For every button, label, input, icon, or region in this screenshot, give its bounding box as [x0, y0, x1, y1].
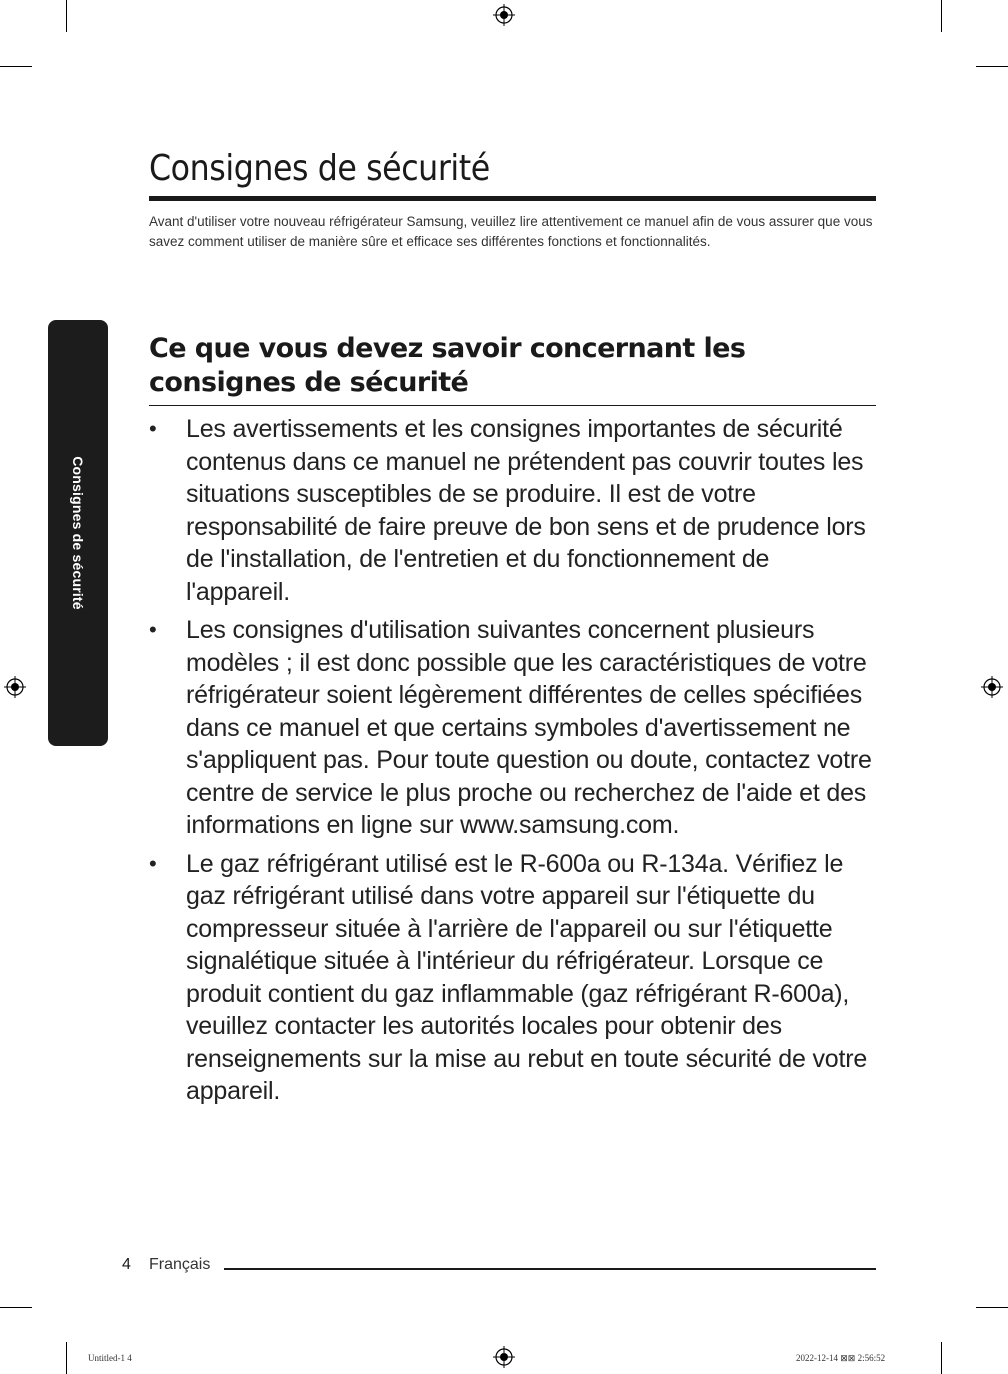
footer-divider: [224, 1268, 876, 1270]
registration-mark-icon: [493, 4, 515, 26]
list-item: • Le gaz réfrigérant utilisé est le R-600a ou R-134a. Vérifiez le gaz réfrigérant utilisé dans votre appareil sur l'étiquette du compresseur située à l'arrière de l'appareil ou sur l'étiquette signalétique située à l'intérieur du réfrigérateur. Lorsque ce produit contient du gaz inflammable (gaz réfrigérant R-600a), veuillez contacter les autorités locales pour obtenir des renseignements sur la mise au rebut en toute sécurité de votre appareil.: [149, 848, 879, 1108]
list-item: • Les consignes d'utilisation suivantes concernent plusieurs modèles ; il est donc possible que les caractéristiques de votre réfrigérateur soient légèrement différentes de celles spécifiées dans ce manuel et que certains symboles d'avertissement ne s'appliquent pas. Pour toute question ou doute, contactez votre centre de service le plus proche ou recherchez de l'aide et des informations en ligne sur www.samsung.com.: [149, 614, 879, 842]
footer-language: Français: [149, 1256, 211, 1273]
print-slug-left: Untitled-1 4: [88, 1353, 132, 1363]
chapter-side-tab-label: Consignes de sécurité: [70, 456, 86, 610]
section-divider: [149, 405, 876, 406]
crop-mark: [941, 0, 942, 32]
crop-mark: [66, 1342, 67, 1374]
page-number: 4: [122, 1256, 131, 1273]
crop-mark: [976, 66, 1008, 67]
print-slug-right: 2022-12-14 ⊠⊠ 2:56:52: [796, 1353, 886, 1363]
crop-mark: [66, 0, 67, 32]
registration-mark-icon: [981, 676, 1003, 698]
title-divider: [149, 196, 876, 201]
intro-paragraph: Avant d'utiliser votre nouveau réfrigérateur Samsung, veuillez lire attentivement ce manuel afin de vous assurer que vous savez comment utiliser de manière sûre et efficace ses différentes fonctions et fonctionnalités.: [149, 214, 873, 249]
page-title: Consignes de sécurité: [149, 148, 490, 189]
registration-mark-icon: [493, 1346, 515, 1368]
chapter-side-tab: [48, 320, 108, 746]
safety-bullet-list: [149, 413, 879, 1114]
crop-mark: [976, 1307, 1008, 1308]
crop-mark: [941, 1342, 942, 1374]
chapter-side-tab-label-wrap: [48, 320, 108, 746]
crop-mark: [0, 1307, 32, 1308]
list-item: • Les avertissements et les consignes importantes de sécurité contenus dans ce manuel ne prétendent pas couvrir toutes les situations susceptibles de se produire. Il est de votre responsabilité de faire preuve de bon sens et de prudence lors de l'installation, de l'entretien et du fonctionnement de l'appareil.: [149, 413, 879, 608]
crop-mark: [0, 66, 32, 67]
registration-mark-icon: [4, 676, 26, 698]
section-heading: Ce que vous devez savoir concernant les consignes de sécurité: [149, 333, 746, 398]
